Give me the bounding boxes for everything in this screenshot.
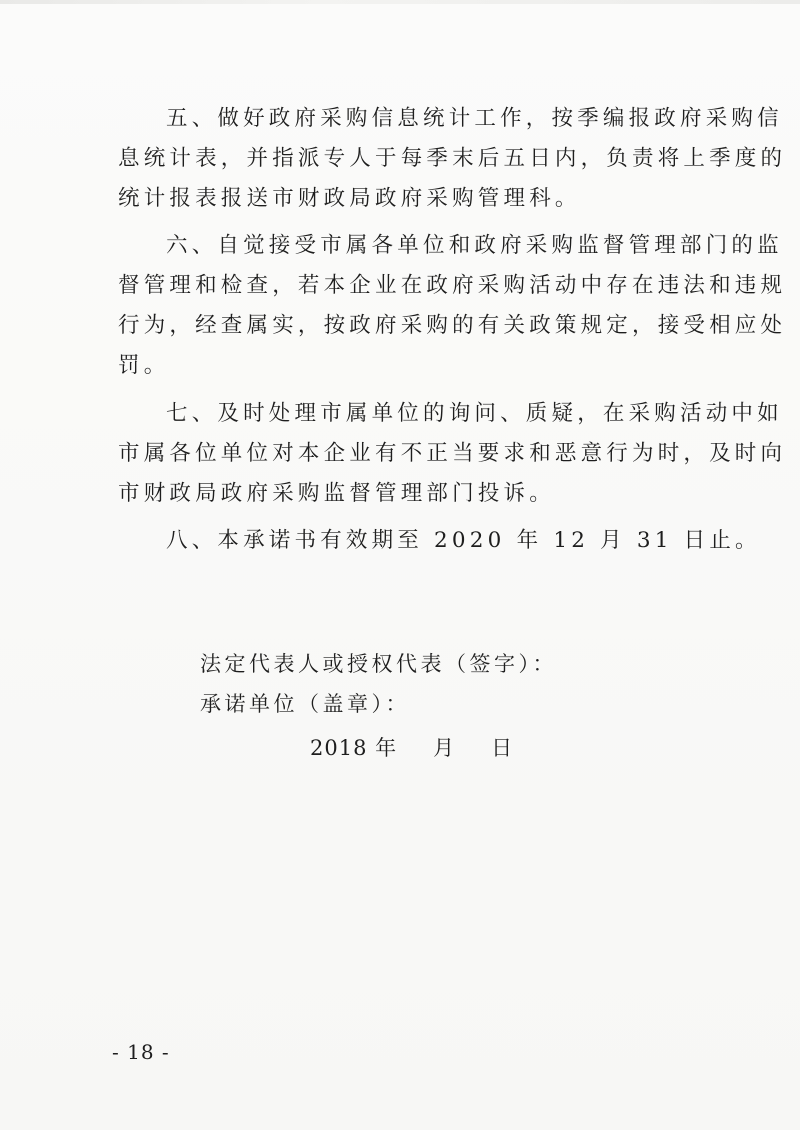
clause-line: 八、本承诺书有效期至 2020 年 12 月 31 日止。: [166, 528, 761, 553]
clause-8: [118, 521, 761, 561]
clause-6: [118, 226, 787, 386]
clause-line: 七、及时处理市属单位的询问、质疑，在采购活动中如: [166, 401, 783, 426]
clause-line: 市财政局政府采购监督管理部门投诉。: [118, 481, 555, 506]
clause-line: 市属各位单位对本企业有不正当要求和恶意行为时，及时向: [118, 441, 787, 466]
clause-7: [118, 394, 787, 514]
page-number: - 18 -: [112, 1040, 170, 1064]
unit-seal-label: 承诺单位（盖章）：: [200, 692, 410, 716]
representative-signature-label: 法定代表人或授权代表（签字）：: [200, 652, 557, 676]
clause-line: 六、自觉接受市属各单位和政府采购监督管理部门的监: [166, 233, 783, 258]
clause-line: 五、做好政府采购信息统计工作，按季编报政府采购信: [166, 106, 783, 131]
signature-date: [310, 732, 513, 762]
clause-line: 行为，经查属实，按政府采购的有关政策规定，接受相应处: [118, 313, 787, 338]
clause-line: 息统计表，并指派专人于每季末后五日内，负责将上季度的: [118, 146, 787, 171]
date-year: 2018 年: [310, 736, 398, 760]
date-month: 月: [433, 736, 456, 760]
clause-line: 罚。: [118, 353, 170, 378]
scan-edge: [0, 0, 800, 4]
clause-line: 督管理和检查，若本企业在政府采购活动中存在违法和违规: [118, 273, 787, 298]
clause-5: [118, 99, 787, 219]
clause-line: 统计报表报送市财政局政府采购管理科。: [118, 186, 581, 211]
date-day: 日: [491, 736, 514, 760]
